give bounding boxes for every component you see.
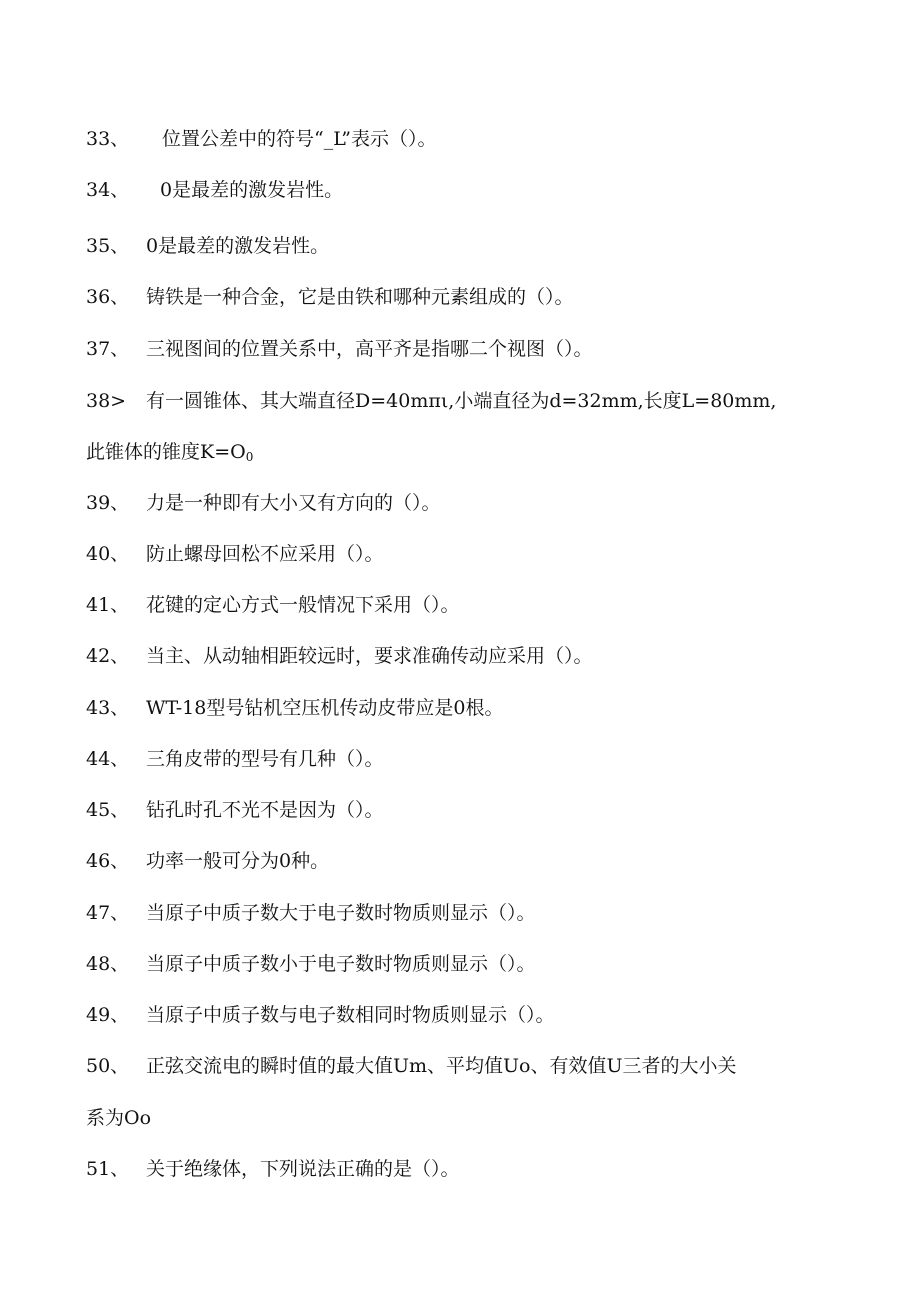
question-35: [86, 234, 329, 258]
question-text: 正弦交流电的瞬时值的最大值Um、平均值Uo、有效值U三者的大小关: [146, 1055, 737, 1077]
question-number: 46、: [86, 850, 130, 872]
question-text: 关于绝缘体，下列说法正确的是（）。: [146, 1158, 460, 1180]
question-number: 42、: [86, 645, 130, 667]
question-44: [86, 747, 384, 771]
question-number: 48、: [86, 953, 130, 975]
question-text: 三角皮带的型号有几种（）。: [146, 748, 384, 770]
question-36: [86, 285, 574, 309]
question-number: 50、: [86, 1055, 130, 1077]
question-text-continuation: 此锥体的锥度K=O: [86, 441, 246, 463]
subscript: 0: [245, 450, 254, 464]
question-text: 钻孔时孔不光不是因为（）。: [146, 799, 384, 821]
question-50-continuation: [86, 1106, 151, 1130]
question-48: [86, 952, 536, 976]
question-text: 当原子中质子数大于电子数时物质则显示（）。: [146, 902, 536, 924]
question-49: [86, 1003, 555, 1027]
question-45: [86, 798, 384, 822]
question-number: 44、: [86, 748, 130, 770]
question-text: WT-18型号钻机空压机传动皮带应是0根。: [146, 697, 504, 719]
question-number: 49、: [86, 1004, 130, 1026]
question-text: 位置公差中的符号“_L”表示（）。: [162, 128, 437, 150]
question-text: 当主、从动轴相距较远时，要求准确传动应采用（）。: [146, 645, 593, 667]
question-text: 防止螺母回松不应采用（）。: [146, 543, 384, 565]
question-46: [86, 849, 329, 873]
question-number: 35、: [86, 235, 130, 257]
question-text: 三视图间的位置关系中，高平齐是指哪二个视图（）。: [146, 338, 593, 360]
question-number: 38>: [86, 390, 127, 412]
question-text: 功率一般可分为0种。: [146, 850, 330, 872]
question-text: 花键的定心方式一般情况下采用（）。: [146, 594, 460, 616]
question-39: [86, 491, 441, 515]
question-33: [86, 127, 437, 151]
question-number: 47、: [86, 902, 130, 924]
question-37: [86, 337, 593, 361]
question-text: 0是最差的激发岩性。: [160, 179, 344, 201]
question-text-continuation: 系为Oo: [86, 1107, 152, 1129]
question-50: [86, 1054, 737, 1078]
question-number: 33、: [86, 128, 130, 150]
question-number: 37、: [86, 338, 130, 360]
question-number: 45、: [86, 799, 130, 821]
question-text: 当原子中质子数小于电子数时物质则显示（）。: [146, 953, 536, 975]
question-38-continuation: [86, 440, 253, 469]
question-number: 43、: [86, 697, 130, 719]
question-number: 51、: [86, 1158, 130, 1180]
question-number: 34、: [86, 179, 130, 201]
question-text: 铸铁是一种合金，它是由铁和哪种元素组成的（）。: [146, 286, 574, 308]
question-text: 0是最差的激发岩性。: [146, 235, 330, 257]
question-text: 力是一种即有大小又有方向的（）。: [146, 492, 441, 514]
question-number: 39、: [86, 492, 130, 514]
question-51: [86, 1157, 460, 1181]
question-42: [86, 644, 593, 668]
question-38: [86, 389, 776, 413]
question-text: 当原子中质子数与电子数相同时物质则显示（）。: [146, 1004, 555, 1026]
question-number: 40、: [86, 543, 130, 565]
question-40: [86, 542, 384, 566]
question-43: [86, 696, 503, 720]
question-41: [86, 593, 460, 617]
question-47: [86, 901, 536, 925]
question-text: 有一圆锥体、其大端直径D=40mπι,小端直径为d=32mm,长度L=80mm,: [146, 390, 777, 412]
question-34: [86, 178, 343, 202]
question-number: 36、: [86, 286, 130, 308]
question-number: 41、: [86, 594, 130, 616]
